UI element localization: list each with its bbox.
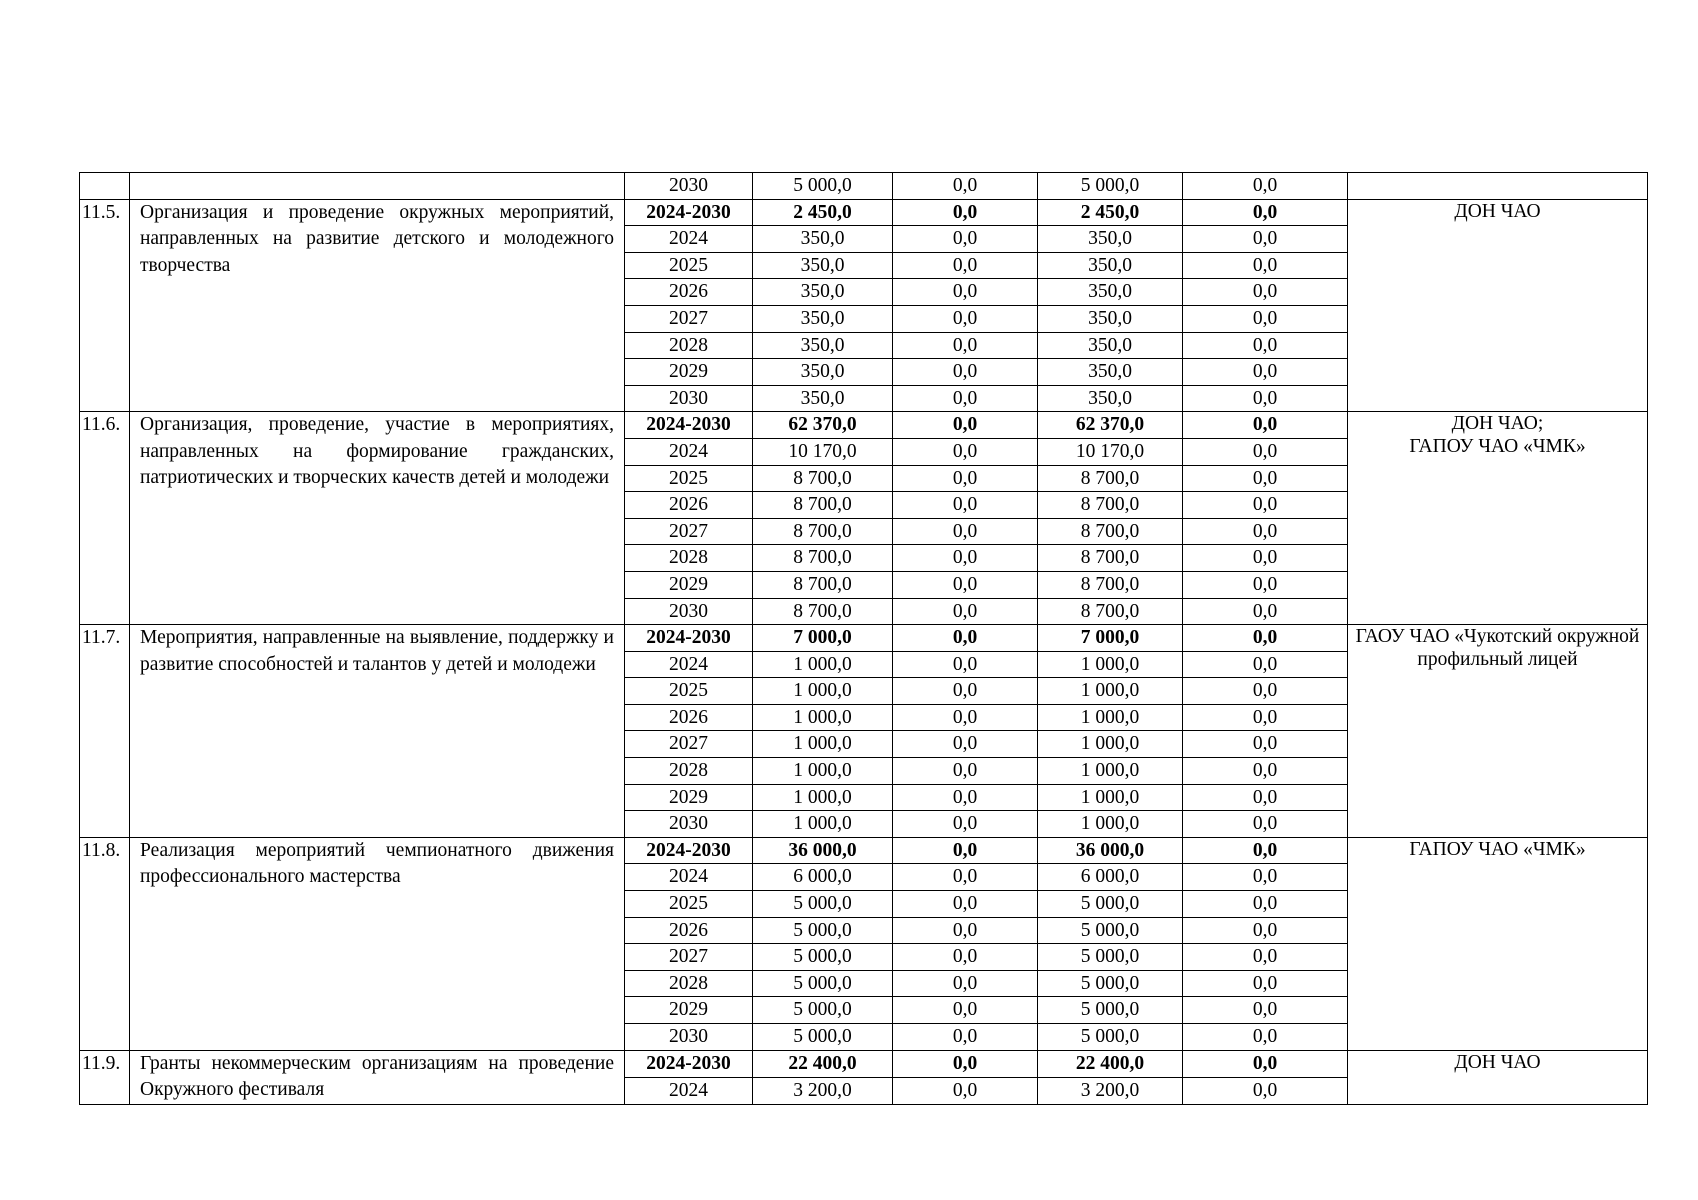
value-cell: 10 170,0 — [753, 438, 893, 465]
value-cell: 0,0 — [1183, 917, 1348, 944]
value-cell: 0,0 — [1183, 1050, 1348, 1077]
value-cell: 5 000,0 — [1038, 173, 1183, 200]
value-cell: 1 000,0 — [753, 784, 893, 811]
value-cell: 0,0 — [1183, 412, 1348, 439]
year-cell: 2030 — [625, 598, 753, 625]
value-cell: 0,0 — [893, 545, 1038, 572]
year-cell: 2025 — [625, 678, 753, 705]
value-cell: 0,0 — [893, 1024, 1038, 1051]
executor-cell — [1348, 412, 1648, 625]
value-cell: 0,0 — [893, 571, 1038, 598]
value-cell: 1 000,0 — [753, 704, 893, 731]
year-cell: 2027 — [625, 944, 753, 971]
executor-line: ДОН ЧАО — [1454, 1051, 1541, 1073]
value-cell: 0,0 — [893, 492, 1038, 519]
value-cell: 0,0 — [893, 252, 1038, 279]
year-cell: 2027 — [625, 731, 753, 758]
executor-cell — [1348, 625, 1648, 838]
table-row — [80, 1050, 1648, 1077]
value-cell: 0,0 — [1183, 970, 1348, 997]
value-cell: 0,0 — [893, 1077, 1038, 1104]
executor-line: ДОН ЧАО — [1454, 200, 1541, 222]
value-cell: 350,0 — [1038, 332, 1183, 359]
value-cell: 350,0 — [1038, 359, 1183, 386]
value-cell: 0,0 — [1183, 731, 1348, 758]
value-cell: 0,0 — [1183, 997, 1348, 1024]
value-cell: 8 700,0 — [753, 518, 893, 545]
table-body — [80, 173, 1648, 1105]
year-cell: 2029 — [625, 571, 753, 598]
year-cell: 2028 — [625, 545, 753, 572]
value-cell: 0,0 — [1183, 173, 1348, 200]
value-cell: 2 450,0 — [1038, 199, 1183, 226]
value-cell: 5 000,0 — [753, 917, 893, 944]
value-cell: 5 000,0 — [1038, 944, 1183, 971]
value-cell: 350,0 — [753, 252, 893, 279]
value-cell: 1 000,0 — [1038, 678, 1183, 705]
value-cell: 0,0 — [1183, 465, 1348, 492]
value-cell: 0,0 — [1183, 811, 1348, 838]
value-cell: 8 700,0 — [753, 465, 893, 492]
year-cell: 2028 — [625, 758, 753, 785]
value-cell: 0,0 — [893, 678, 1038, 705]
value-cell: 0,0 — [893, 598, 1038, 625]
value-cell: 0,0 — [893, 784, 1038, 811]
value-cell: 8 700,0 — [1038, 465, 1183, 492]
value-cell: 0,0 — [893, 970, 1038, 997]
value-cell: 0,0 — [1183, 492, 1348, 519]
value-cell: 0,0 — [893, 279, 1038, 306]
year-cell: 2025 — [625, 465, 753, 492]
description-cell: Мероприятия, направленные на выявление, поддержку и развитие способностей и талантов у детей и молодежи — [130, 625, 625, 838]
value-cell: 0,0 — [893, 704, 1038, 731]
value-cell: 5 000,0 — [1038, 1024, 1183, 1051]
year-cell: 2029 — [625, 784, 753, 811]
value-cell: 5 000,0 — [1038, 997, 1183, 1024]
year-cell: 2024-2030 — [625, 1050, 753, 1077]
executor-line: ДОН ЧАО; — [1451, 413, 1544, 435]
value-cell: 0,0 — [1183, 784, 1348, 811]
value-cell: 350,0 — [753, 359, 893, 386]
value-cell: 6 000,0 — [753, 864, 893, 891]
executor-cell — [1348, 1050, 1648, 1104]
value-cell: 0,0 — [893, 332, 1038, 359]
value-cell: 0,0 — [893, 758, 1038, 785]
table-row — [80, 199, 1648, 226]
value-cell: 350,0 — [753, 226, 893, 253]
value-cell: 5 000,0 — [753, 1024, 893, 1051]
year-cell: 2028 — [625, 970, 753, 997]
value-cell: 1 000,0 — [1038, 758, 1183, 785]
year-cell: 2024 — [625, 226, 753, 253]
value-cell: 0,0 — [1183, 518, 1348, 545]
value-cell: 1 000,0 — [753, 811, 893, 838]
year-cell: 2030 — [625, 173, 753, 200]
year-cell: 2029 — [625, 359, 753, 386]
value-cell: 22 400,0 — [1038, 1050, 1183, 1077]
value-cell: 8 700,0 — [753, 598, 893, 625]
value-cell: 0,0 — [1183, 1077, 1348, 1104]
table-row — [80, 837, 1648, 864]
year-cell: 2030 — [625, 811, 753, 838]
value-cell: 0,0 — [893, 385, 1038, 412]
year-cell: 2024-2030 — [625, 837, 753, 864]
value-cell: 0,0 — [893, 837, 1038, 864]
year-cell: 2026 — [625, 279, 753, 306]
value-cell: 36 000,0 — [1038, 837, 1183, 864]
value-cell: 0,0 — [1183, 651, 1348, 678]
value-cell: 2 450,0 — [753, 199, 893, 226]
value-cell: 8 700,0 — [1038, 518, 1183, 545]
year-cell: 2024 — [625, 864, 753, 891]
value-cell: 350,0 — [1038, 252, 1183, 279]
row-number-cell — [80, 173, 130, 200]
value-cell: 0,0 — [893, 997, 1038, 1024]
value-cell: 0,0 — [893, 199, 1038, 226]
value-cell: 350,0 — [1038, 385, 1183, 412]
row-number-cell: 11.5. — [80, 199, 130, 412]
value-cell: 0,0 — [893, 864, 1038, 891]
executor-cell — [1348, 837, 1648, 1050]
value-cell: 0,0 — [1183, 305, 1348, 332]
year-cell: 2029 — [625, 997, 753, 1024]
description-cell: Организация, проведение, участие в мероприятиях, направленных на формирование гражданских, патриотических и творческих качеств детей и молодежи — [130, 412, 625, 625]
value-cell: 8 700,0 — [1038, 598, 1183, 625]
value-cell: 0,0 — [1183, 864, 1348, 891]
value-cell: 1 000,0 — [1038, 784, 1183, 811]
value-cell: 0,0 — [1183, 332, 1348, 359]
value-cell: 0,0 — [893, 1050, 1038, 1077]
value-cell: 62 370,0 — [1038, 412, 1183, 439]
value-cell: 350,0 — [753, 305, 893, 332]
value-cell: 0,0 — [893, 226, 1038, 253]
value-cell: 6 000,0 — [1038, 864, 1183, 891]
value-cell: 350,0 — [1038, 279, 1183, 306]
value-cell: 1 000,0 — [1038, 811, 1183, 838]
value-cell: 8 700,0 — [1038, 571, 1183, 598]
value-cell: 5 000,0 — [753, 173, 893, 200]
table-row — [80, 625, 1648, 652]
year-cell: 2024 — [625, 1077, 753, 1104]
value-cell: 22 400,0 — [753, 1050, 893, 1077]
value-cell: 0,0 — [1183, 625, 1348, 652]
year-cell: 2024-2030 — [625, 412, 753, 439]
value-cell: 5 000,0 — [753, 944, 893, 971]
value-cell: 1 000,0 — [753, 651, 893, 678]
row-number-cell: 11.9. — [80, 1050, 130, 1104]
row-number-cell: 11.7. — [80, 625, 130, 838]
value-cell: 8 700,0 — [1038, 545, 1183, 572]
year-cell: 2027 — [625, 518, 753, 545]
value-cell: 0,0 — [1183, 199, 1348, 226]
value-cell: 0,0 — [893, 891, 1038, 918]
value-cell: 1 000,0 — [1038, 651, 1183, 678]
year-cell: 2027 — [625, 305, 753, 332]
value-cell: 0,0 — [1183, 571, 1348, 598]
value-cell: 0,0 — [1183, 226, 1348, 253]
value-cell: 0,0 — [1183, 1024, 1348, 1051]
value-cell: 7 000,0 — [753, 625, 893, 652]
executor-line: ГАОУ ЧАО «Чукотский окружной профильный лицей — [1355, 626, 1640, 671]
value-cell: 10 170,0 — [1038, 438, 1183, 465]
value-cell: 0,0 — [893, 731, 1038, 758]
year-cell: 2026 — [625, 917, 753, 944]
year-cell: 2024-2030 — [625, 625, 753, 652]
value-cell: 36 000,0 — [753, 837, 893, 864]
value-cell: 5 000,0 — [753, 970, 893, 997]
value-cell: 5 000,0 — [753, 997, 893, 1024]
value-cell: 0,0 — [893, 811, 1038, 838]
value-cell: 8 700,0 — [1038, 492, 1183, 519]
value-cell: 3 200,0 — [753, 1077, 893, 1104]
value-cell: 0,0 — [893, 944, 1038, 971]
executor-cell — [1348, 199, 1648, 412]
value-cell: 350,0 — [753, 332, 893, 359]
row-number-cell: 11.8. — [80, 837, 130, 1050]
value-cell: 0,0 — [893, 625, 1038, 652]
value-cell: 8 700,0 — [753, 545, 893, 572]
value-cell: 350,0 — [753, 279, 893, 306]
value-cell: 0,0 — [893, 917, 1038, 944]
year-cell: 2028 — [625, 332, 753, 359]
value-cell: 0,0 — [893, 465, 1038, 492]
year-cell: 2026 — [625, 704, 753, 731]
value-cell: 1 000,0 — [753, 678, 893, 705]
value-cell: 0,0 — [1183, 837, 1348, 864]
value-cell: 1 000,0 — [753, 758, 893, 785]
value-cell: 7 000,0 — [1038, 625, 1183, 652]
value-cell: 0,0 — [1183, 598, 1348, 625]
value-cell: 0,0 — [893, 651, 1038, 678]
executor-cell — [1348, 173, 1648, 200]
value-cell: 0,0 — [893, 359, 1038, 386]
value-cell: 0,0 — [1183, 891, 1348, 918]
table-row — [80, 412, 1648, 439]
value-cell: 0,0 — [1183, 545, 1348, 572]
value-cell: 0,0 — [893, 438, 1038, 465]
value-cell: 0,0 — [893, 173, 1038, 200]
value-cell: 5 000,0 — [753, 891, 893, 918]
year-cell: 2030 — [625, 1024, 753, 1051]
row-number-cell: 11.6. — [80, 412, 130, 625]
value-cell: 5 000,0 — [1038, 970, 1183, 997]
value-cell: 0,0 — [1183, 438, 1348, 465]
value-cell: 0,0 — [1183, 385, 1348, 412]
executor-line: ГАПОУ ЧАО «ЧМК» — [1409, 436, 1586, 458]
value-cell: 1 000,0 — [753, 731, 893, 758]
executor-line: ГАПОУ ЧАО «ЧМК» — [1409, 838, 1586, 860]
table-row — [80, 173, 1648, 200]
value-cell: 62 370,0 — [753, 412, 893, 439]
value-cell: 3 200,0 — [1038, 1077, 1183, 1104]
value-cell: 0,0 — [1183, 944, 1348, 971]
value-cell: 0,0 — [893, 412, 1038, 439]
value-cell: 0,0 — [1183, 704, 1348, 731]
value-cell: 8 700,0 — [753, 492, 893, 519]
value-cell: 0,0 — [1183, 758, 1348, 785]
value-cell: 350,0 — [753, 385, 893, 412]
value-cell: 5 000,0 — [1038, 917, 1183, 944]
year-cell: 2024-2030 — [625, 199, 753, 226]
year-cell: 2026 — [625, 492, 753, 519]
description-cell: Реализация мероприятий чемпионатного движения профессионального мастерства — [130, 837, 625, 1050]
budget-table — [79, 172, 1648, 1105]
description-cell: Гранты некоммерческим организациям на проведение Окружного фестиваля — [130, 1050, 625, 1104]
value-cell: 0,0 — [1183, 252, 1348, 279]
description-cell — [130, 173, 625, 200]
value-cell: 1 000,0 — [1038, 704, 1183, 731]
value-cell: 8 700,0 — [753, 571, 893, 598]
value-cell: 0,0 — [893, 305, 1038, 332]
year-cell: 2025 — [625, 891, 753, 918]
value-cell: 350,0 — [1038, 305, 1183, 332]
value-cell: 350,0 — [1038, 226, 1183, 253]
value-cell: 0,0 — [1183, 678, 1348, 705]
value-cell: 5 000,0 — [1038, 891, 1183, 918]
year-cell: 2030 — [625, 385, 753, 412]
value-cell: 0,0 — [1183, 279, 1348, 306]
description-cell: Организация и проведение окружных мероприятий, направленных на развитие детского и молодежного творчества — [130, 199, 625, 412]
year-cell: 2025 — [625, 252, 753, 279]
year-cell: 2024 — [625, 438, 753, 465]
value-cell: 1 000,0 — [1038, 731, 1183, 758]
year-cell: 2024 — [625, 651, 753, 678]
value-cell: 0,0 — [893, 518, 1038, 545]
value-cell: 0,0 — [1183, 359, 1348, 386]
